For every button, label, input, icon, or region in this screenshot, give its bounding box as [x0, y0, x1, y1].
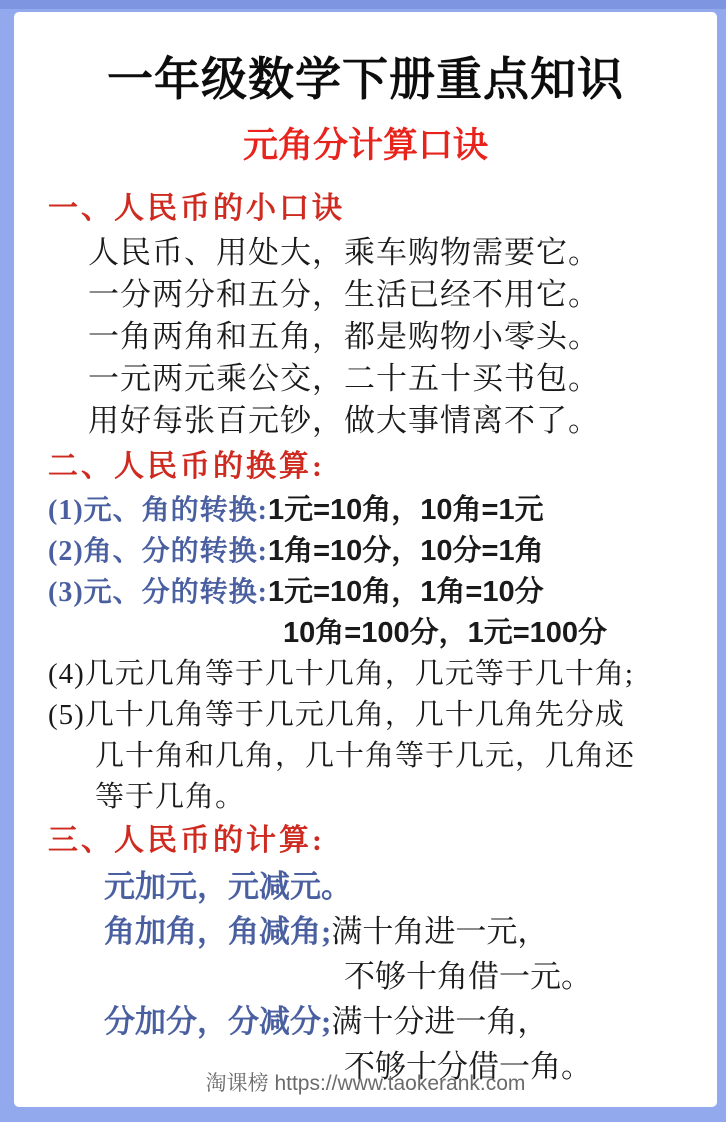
page-subtitle: 元角分计算口诀 [242, 126, 488, 165]
rule-line [104, 999, 717, 1044]
rhyme-line: 用好每张百元钞，做大事情离不了。 [88, 403, 600, 438]
conversion-equation: 1角=10分，10分=1角 [267, 535, 544, 567]
rhyme-line: 一角两角和五角，都是购物小零头。 [88, 319, 600, 354]
rhyme-line: 一元两元乘公交，二十五十买书包。 [88, 361, 600, 396]
section-calculation [48, 822, 717, 1089]
conversion-note: (4)几元几角等于几十几角，几元等于几十角; [48, 658, 634, 690]
rule-black-text: 满十角进一元， [331, 914, 549, 949]
conversion-item [48, 490, 717, 531]
rule-continuation: 不够十角借一元。 [344, 959, 592, 994]
conversion-label: (1)元、角的转换: [48, 495, 268, 526]
conversion-list [48, 490, 717, 818]
conversion-note-wrap: 几十角和几角，几十角等于几元，几角还 [95, 740, 636, 772]
conversion-note: (5)几十几角等于几元几角，几十几角先分成 [48, 699, 625, 731]
section3-heading: 三、人民币的计算: [48, 824, 325, 857]
section2-heading: 二、人民币的换算: [48, 450, 325, 483]
conversion-note-wrap: 等于几角。 [95, 781, 246, 813]
footer-watermark: 淘课榜 https://www.taokerank.com [205, 1072, 526, 1095]
page [14, 12, 717, 1107]
rhyme-line: 人民币、用处大，乘车购物需要它。 [88, 235, 600, 270]
conversion-equation: 1元=10角，1角=10分 [267, 576, 544, 608]
rule-line [104, 909, 717, 954]
equation-continuation: 10角=100分，1元=100分 [283, 617, 608, 649]
section1-heading: 一、人民币的小口诀 [48, 192, 345, 225]
rule-blue-text: 元加元，元减元。 [104, 869, 352, 904]
rhyme-body [88, 232, 717, 442]
rule-list [104, 864, 717, 1089]
conversion-label: (2)角、分的转换: [48, 536, 268, 567]
border-top-strip [0, 0, 726, 9]
page-title: 一年级数学下册重点知识 [107, 53, 624, 105]
conversion-equation: 1元=10角，10角=1元 [267, 494, 544, 526]
conversion-item [48, 531, 717, 572]
rule-blue-text: 角加角，角减角; [104, 914, 332, 949]
rule-black-text: 满十分进一角， [331, 1004, 549, 1039]
rhyme-line: 一分两分和五分，生活已经不用它。 [88, 277, 600, 312]
rule-blue-text: 分加分，分减分; [104, 1004, 332, 1039]
conversion-label: (3)元、分的转换: [48, 577, 268, 608]
section-conversion [48, 448, 717, 818]
rule-line [104, 864, 717, 909]
section-pocket-rhyme [48, 190, 717, 442]
conversion-item [48, 572, 717, 613]
rule-continuation: 不够十分借一角。 [344, 1049, 592, 1084]
